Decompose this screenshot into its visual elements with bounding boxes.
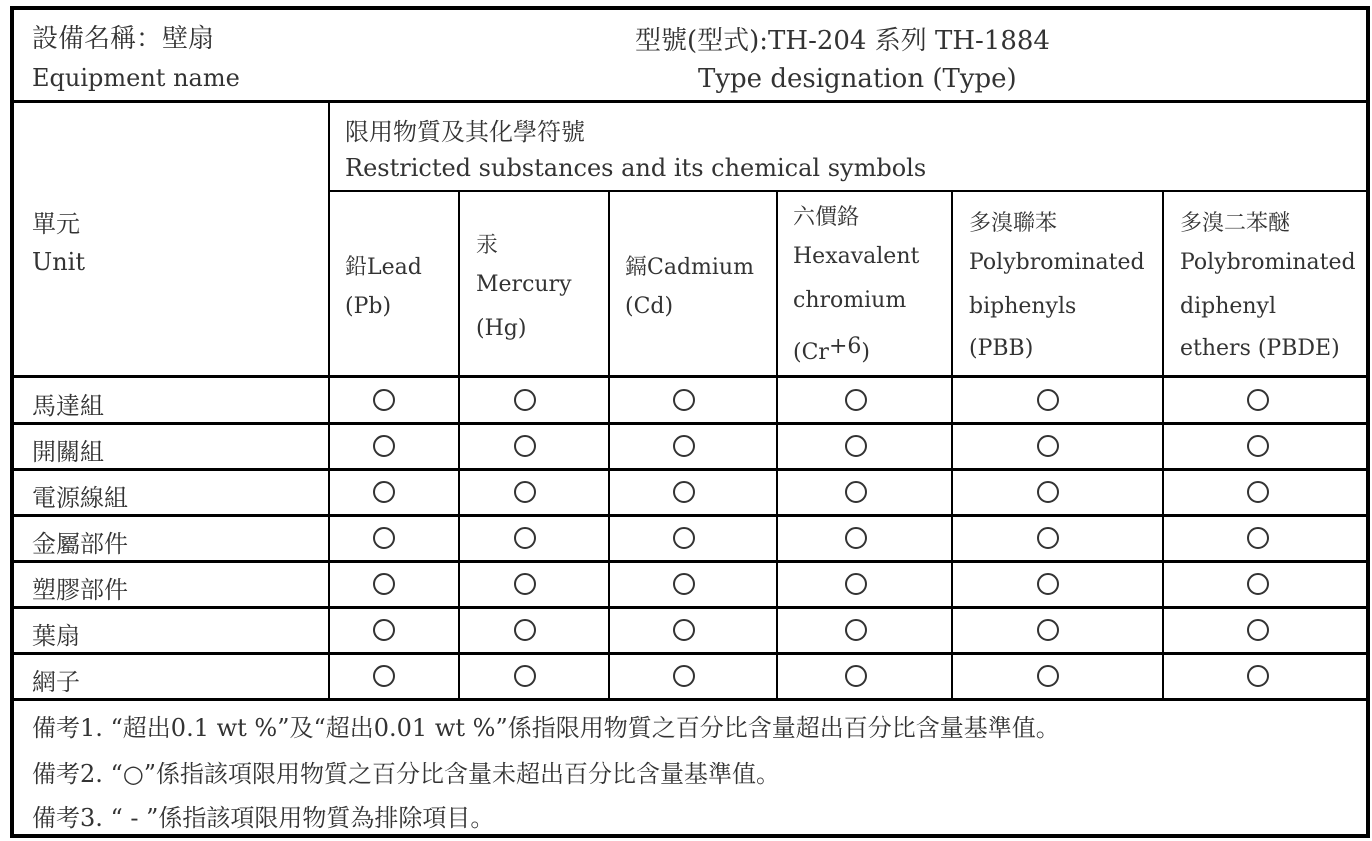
compliance-mark-circle — [1037, 619, 1059, 641]
chromium-symbol-close: ) — [861, 340, 870, 365]
note-3: 備考3. “ - ”係指該項限用物質為排除項目。 — [32, 804, 495, 832]
compliance-mark-circle — [514, 573, 536, 595]
compliance-mark-circle — [1247, 435, 1269, 457]
row-label-plastic-parts: 塑膠部件 — [32, 576, 128, 604]
compliance-mark-circle — [514, 481, 536, 503]
compliance-mark-circle — [1247, 619, 1269, 641]
rohs-declaration-table — [10, 6, 1370, 838]
chromium-valence: +6 — [828, 334, 862, 359]
note-1: 備考1. “超出0.1 wt %”及“超出0.01 wt %”係指限用物質之百分比含量超出百分比含量基準值。 — [32, 714, 1060, 742]
compliance-mark-circle — [514, 665, 536, 687]
substance-cadmium-line2: (Cd) — [625, 294, 674, 319]
rule-col-unit — [328, 103, 330, 700]
compliance-mark-circle — [514, 527, 536, 549]
rule-restricted-bottom — [330, 190, 1366, 192]
compliance-mark-circle — [845, 481, 867, 503]
substance-cadmium-line1: 鎘Cadmium — [625, 255, 754, 280]
rule-col-5 — [1162, 192, 1164, 700]
rule-col-4 — [951, 192, 953, 700]
substance-mercury-line1: 汞 — [476, 233, 499, 258]
restricted-label-en: Restricted substances and its chemical symbols — [345, 154, 927, 182]
substance-pbde-line4: ethers (PBDE) — [1180, 336, 1340, 361]
compliance-mark-circle — [1037, 389, 1059, 411]
restricted-label-zh: 限用物質及其化學符號 — [345, 118, 585, 146]
compliance-mark-circle — [1037, 435, 1059, 457]
substance-lead-line1: 鉛Lead — [345, 255, 422, 280]
unit-label-zh: 單元 — [32, 210, 80, 238]
row-label-switch: 開關組 — [32, 438, 104, 466]
compliance-mark-circle — [845, 389, 867, 411]
compliance-mark-circle — [845, 435, 867, 457]
compliance-mark-circle — [1247, 527, 1269, 549]
substance-pbde-line1: 多溴二苯醚 — [1180, 211, 1291, 236]
compliance-mark-circle — [373, 435, 395, 457]
chromium-symbol: (Cr — [793, 340, 829, 365]
substance-pbde-line3: diphenyl — [1180, 294, 1277, 319]
compliance-mark-circle — [673, 435, 695, 457]
compliance-mark-circle — [1247, 481, 1269, 503]
compliance-mark-circle — [514, 619, 536, 641]
row-label-power-cord: 電源線組 — [32, 484, 128, 512]
compliance-mark-circle — [673, 573, 695, 595]
compliance-mark-circle — [514, 435, 536, 457]
row-label-motor: 馬達組 — [32, 392, 104, 420]
rule-col-2 — [608, 192, 610, 700]
compliance-mark-circle — [373, 481, 395, 503]
substance-chromium-line1: 六價鉻 — [793, 205, 860, 230]
row-label-net: 網子 — [32, 668, 80, 696]
compliance-mark-circle — [373, 573, 395, 595]
compliance-mark-circle — [1037, 481, 1059, 503]
compliance-mark-circle — [845, 573, 867, 595]
substance-chromium-line3: chromium — [793, 288, 907, 313]
compliance-mark-circle — [514, 389, 536, 411]
substance-chromium-line4 — [793, 334, 870, 365]
compliance-mark-circle — [1037, 573, 1059, 595]
type-designation-en: Type designation (Type) — [698, 64, 1017, 94]
compliance-mark-circle — [1037, 665, 1059, 687]
substance-pbde-line2: Polybrominated — [1180, 250, 1356, 275]
compliance-mark-circle — [373, 389, 395, 411]
note-2: 備考2. “○”係指該項限用物質之百分比含量未超出百分比含量基準值。 — [32, 760, 781, 788]
row-label-metal-parts: 金屬部件 — [32, 530, 128, 558]
rule-col-1 — [458, 192, 460, 700]
compliance-mark-circle — [373, 527, 395, 549]
compliance-mark-circle — [1247, 573, 1269, 595]
compliance-mark-circle — [1247, 389, 1269, 411]
compliance-mark-circle — [845, 619, 867, 641]
compliance-mark-circle — [673, 527, 695, 549]
compliance-mark-circle — [845, 665, 867, 687]
substance-pbb-line2: Polybrominated — [969, 250, 1145, 275]
substance-mercury-line2: Mercury — [476, 272, 572, 297]
compliance-mark-circle — [1037, 527, 1059, 549]
rule-header-bottom — [14, 100, 1366, 103]
substance-lead-line2: (Pb) — [345, 294, 392, 319]
substance-pbb-line4: (PBB) — [969, 336, 1034, 361]
compliance-mark-circle — [673, 389, 695, 411]
substance-pbb-line3: biphenyls — [969, 294, 1077, 319]
compliance-mark-circle — [673, 665, 695, 687]
compliance-mark-circle — [673, 481, 695, 503]
row-label-fan-blade: 葉扇 — [32, 622, 80, 650]
compliance-mark-circle — [373, 619, 395, 641]
type-designation-zh: 型號(型式):TH-204 系列 TH-1884 — [635, 26, 1050, 56]
compliance-mark-circle — [845, 527, 867, 549]
equipment-name-zh: 設備名稱：壁扇 — [32, 24, 215, 54]
equipment-name-en: Equipment name — [32, 64, 240, 92]
compliance-mark-circle — [673, 619, 695, 641]
compliance-mark-circle — [1247, 665, 1269, 687]
unit-label-en: Unit — [32, 248, 86, 276]
substance-chromium-line2: Hexavalent — [793, 244, 920, 269]
rule-col-3 — [776, 192, 778, 700]
substance-pbb-line1: 多溴聯苯 — [969, 211, 1058, 236]
compliance-mark-circle — [373, 665, 395, 687]
substance-mercury-line3: (Hg) — [476, 316, 527, 341]
